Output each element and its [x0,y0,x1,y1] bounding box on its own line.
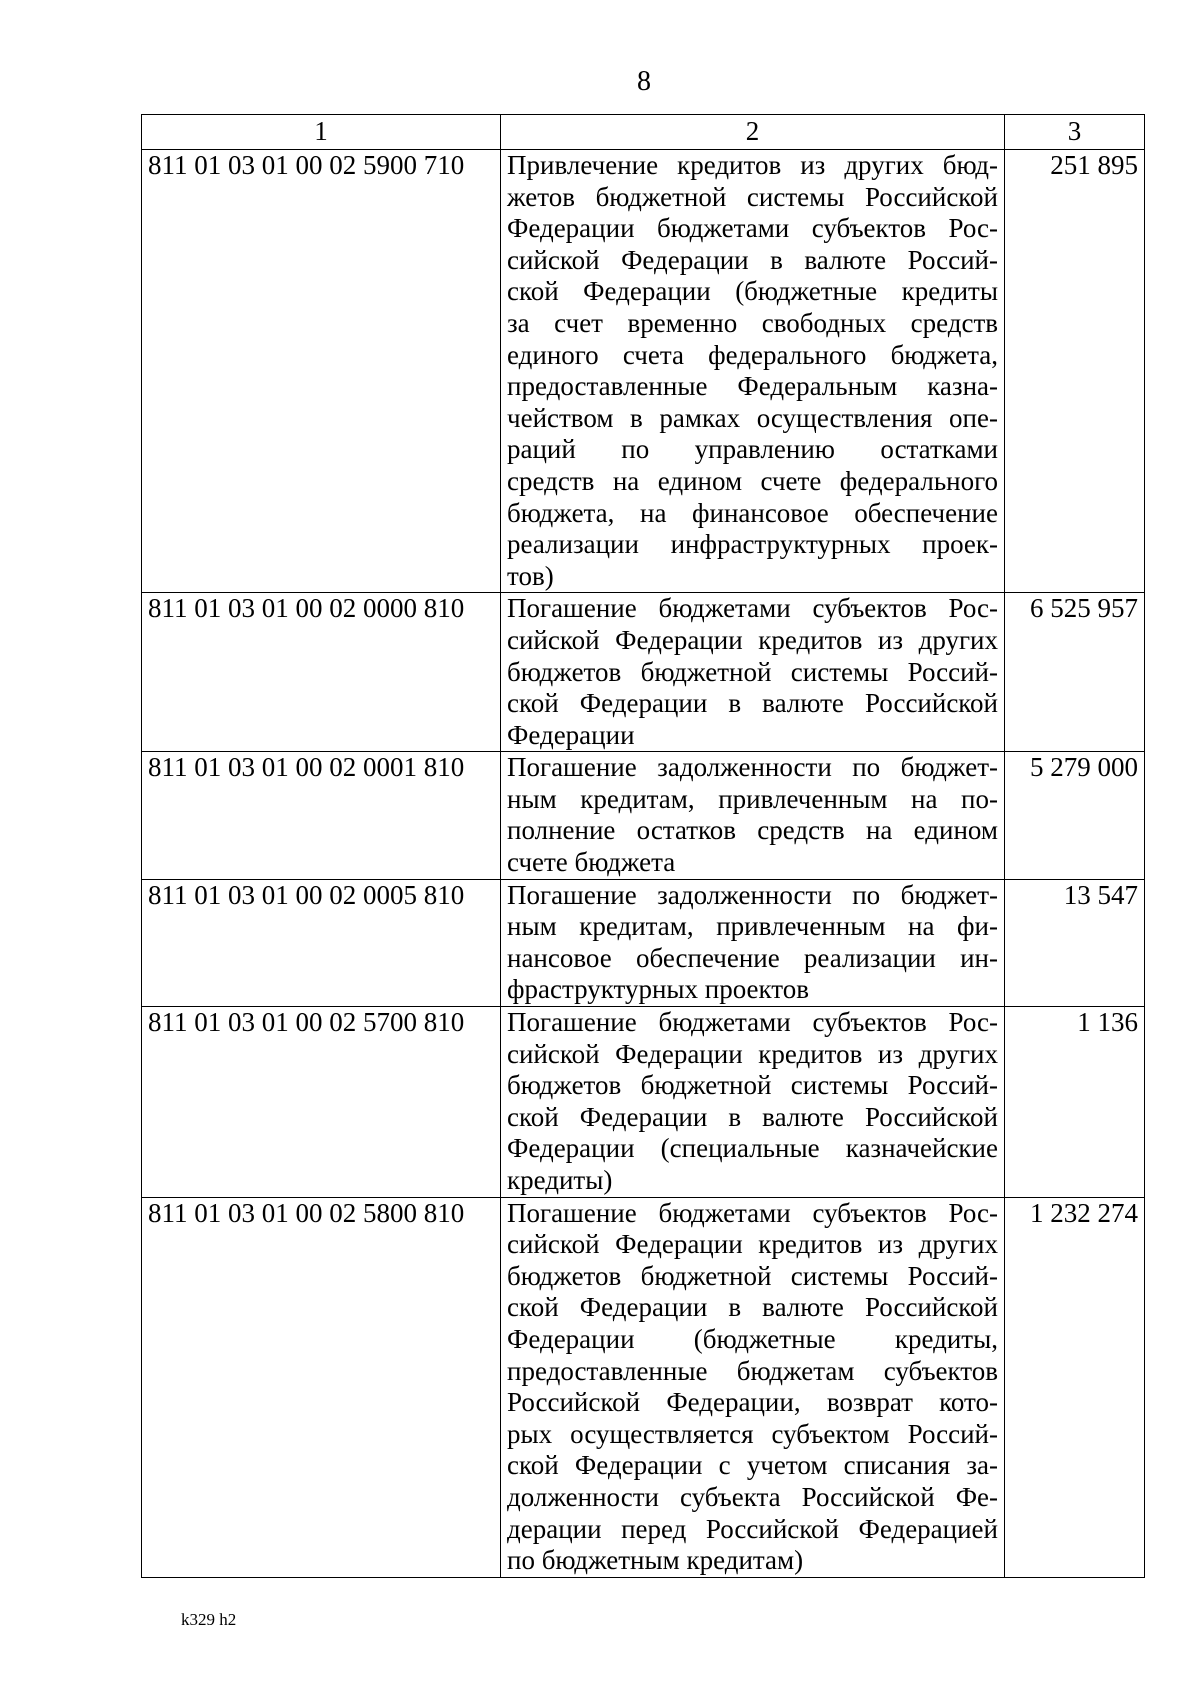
description-line: фраструктурных проектов [507,974,809,1005]
description-line: Российской Федерации, возврат кото- [507,1387,998,1418]
budget-code: 811 01 03 01 00 02 5800 810 [142,1197,501,1577]
budget-amount: 13 547 [1005,879,1145,1006]
description-line: кредиты) [507,1165,613,1195]
description-line: бюджетов бюджетной системы Россий- [507,1260,998,1291]
description-line: сийской Федерации кредитов из других [507,1038,998,1069]
column-header-1: 1 [142,115,501,150]
description-line: ской Федерации в валюте Российской [507,688,998,719]
budget-amount: 251 895 [1005,150,1145,593]
description-line: Федерации (специальные казначейские [507,1133,998,1164]
description-line: чейством в рамках осуществления опе- [507,402,998,433]
description-line: ской Федерации (бюджетные кредиты [507,276,998,307]
budget-description [501,752,1005,879]
description-line: реализации инфраструктурных проек- [507,529,998,560]
description-line: предоставленные Федеральным казна- [507,371,998,402]
description-line: сийской Федерации кредитов из других [507,624,998,655]
budget-description [501,593,1005,752]
column-header-3: 3 [1005,115,1145,150]
budget-code: 811 01 03 01 00 02 0005 810 [142,879,501,1006]
description-line: Погашение задолженности по бюджет- [507,879,998,910]
description-line: счете бюджета [507,847,676,878]
description-line: Федерации бюджетами субъектов Рос- [507,213,998,244]
description-line: ным кредитам, привлеченным на фи- [507,911,998,942]
description-line: ской Федерации с учетом списания за- [507,1450,998,1481]
description-line: за счет временно свободных средств [507,307,998,338]
budget-amount: 1 136 [1005,1007,1145,1198]
description-line: Погашение бюджетами субъектов Рос- [507,1197,998,1228]
budget-description [501,150,1005,593]
page-number: 8 [637,66,651,97]
description-line: тов) [507,560,554,591]
description-line: рых осуществляется субъектом Россий- [507,1418,998,1449]
description-line: бюджетов бюджетной системы Россий- [507,656,998,687]
description-line: Федерации (бюджетные кредиты, [507,1323,998,1354]
description-line: раций по управлению остатками [507,434,998,465]
description-line: ской Федерации в валюте Российской [507,1101,998,1132]
budget-code: 811 01 03 01 00 02 0001 810 [142,752,501,879]
table-row [142,150,1145,593]
description-line: единого счета федерального бюджета, [507,339,998,370]
table-row [142,879,1145,1006]
description-line: Погашение бюджетами субъектов Рос- [507,1007,998,1038]
table-row [142,752,1145,879]
table-body [142,150,1145,1578]
description-line: жетов бюджетной системы Российской [507,181,998,212]
description-line: сийской Федерации кредитов из других [507,1229,998,1260]
description-line: сийской Федерации в валюте Россий- [507,244,998,275]
budget-code: 811 01 03 01 00 02 0000 810 [142,593,501,752]
budget-amount: 6 525 957 [1005,593,1145,752]
table-row [142,593,1145,752]
description-line: по бюджетным кредитам) [507,1545,804,1576]
budget-amount: 1 232 274 [1005,1197,1145,1577]
budget-code: 811 01 03 01 00 02 5700 810 [142,1007,501,1198]
description-line: Федерации [507,719,635,750]
description-line: Погашение бюджетами субъектов Рос- [507,593,998,624]
table-header-row [142,115,1145,150]
column-header-2: 2 [501,115,1005,150]
description-line: ской Федерации в валюте Российской [507,1292,998,1323]
budget-table [141,114,1145,1578]
budget-description [501,1007,1005,1198]
description-line: дерации перед Российской Федерацией [507,1513,998,1544]
table-row [142,1197,1145,1577]
description-line: бюджета, на финансовое обеспечение [507,497,998,528]
budget-description [501,1197,1005,1577]
description-line: средств на едином счете федерального [507,465,998,496]
table-row [142,1007,1145,1198]
description-line: полнение остатков средств на едином [507,815,998,846]
budget-amount: 5 279 000 [1005,752,1145,879]
description-line: предоставленные бюджетам субъектов [507,1355,998,1386]
budget-code: 811 01 03 01 00 02 5900 710 [142,150,501,593]
description-line: ным кредитам, привлеченным на по- [507,783,998,814]
budget-description [501,879,1005,1006]
description-line: Погашение задолженности по бюджет- [507,752,998,783]
description-line: нансовое обеспечение реализации ин- [507,942,998,973]
description-line: Привлечение кредитов из других бюд- [507,150,998,180]
description-line: бюджетов бюджетной системы Россий- [507,1070,998,1101]
document-footer-code: k329 h2 [181,1610,237,1629]
description-line: долженности субъекта Российской Фе- [507,1481,998,1512]
